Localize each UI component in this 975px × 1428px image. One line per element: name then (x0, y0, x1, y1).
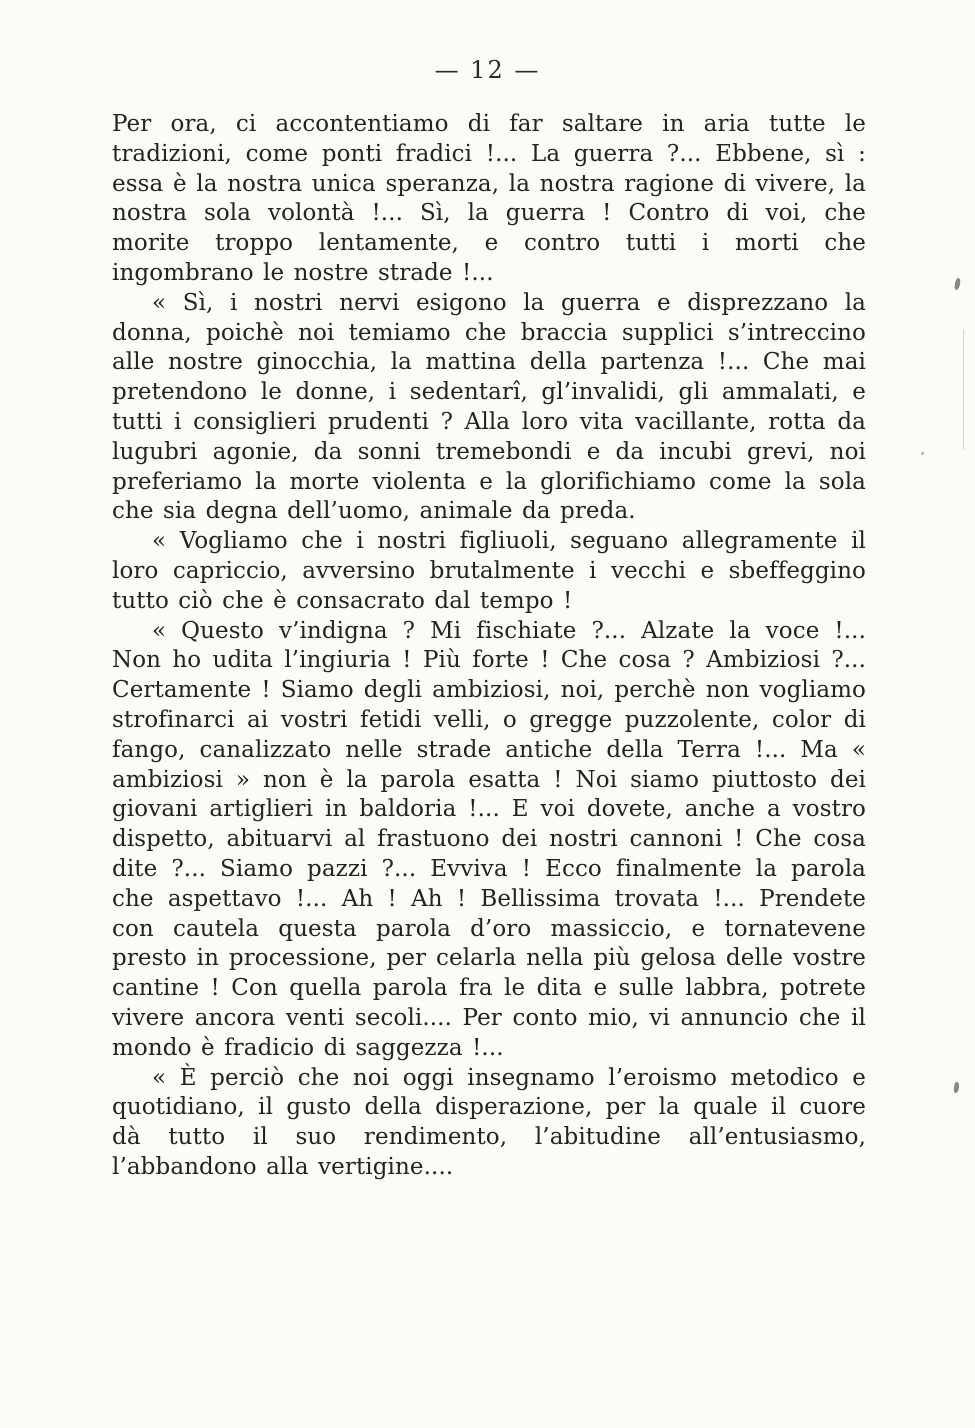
paragraph-4: « Questo v’indigna ? Mi fischiate ?... Alzate la voce !... Non ho udita l’ingiuria ! Più forte ! Che cosa ? Ambiziosi ?... Certamente ! Siamo degli ambiziosi, noi, perchè non vogliamo strofinarci ai vostri fetidi velli, o gregge puzzolente, color di fango, canalizzato nelle strade antiche della Terra !... Ma « ambiziosi » non è la parola esatta ! Noi siamo piuttosto dei giovani artiglieri in baldoria !... E voi dovete, anche a vostro dispetto, abituarvi al frastuono dei nostri cannoni ! Che cosa dite ?... Siamo pazzi ?... Evviva ! Ecco finalmente la parola che aspettavo !... Ah ! Ah ! Bellissima trovata !... Prendete con cautela questa parola d’oro massiccio, e tornatevene presto in processione, per celarla nella più gelosa delle vostre cantine ! Con quella parola fra le dita e sulle labbra, potrete vivere ancora venti secoli.... Per conto mio, vi annuncio che il mondo è fradicio di saggezza !... (112, 617, 866, 1061)
paragraph-1: Per ora, ci accontentiamo di far saltare in aria tutte le tradizioni, come ponti fradici !... La guerra ?... Ebbene, sì : essa è la nostra unica speranza, la nostra ragione di vivere, la nostra sola volontà !... Sì, la guerra ! Contro di voi, che morite troppo lentamente, e contro tutti i morti che ingombrano le nostre strade !... (112, 111, 866, 286)
text-block (112, 110, 866, 1183)
paragraph-5: « È perciò che noi oggi insegnamo l’eroismo metodico e quotidiano, il gusto della disperazione, per la quale il cuore dà tutto il suo rendimento, l’abitudine all’entusiasmo, l’abbandono alla vertigine.... (112, 1064, 866, 1180)
scan-artifact (921, 452, 924, 455)
scan-artifact (954, 278, 962, 291)
scan-artifact (963, 330, 964, 450)
paragraph-3: « Vogliamo che i nostri figliuoli, seguano allegramente il loro capriccio, avversino brutalmente i vecchi e sbeffeggino tutto ciò che è consacrato dal tempo ! (112, 528, 866, 614)
scan-artifact (953, 1082, 960, 1094)
page-number: — 12 — (434, 56, 541, 84)
paragraph-2: « Sì, i nostri nervi esigono la guerra e disprezzano la donna, poichè noi temiamo che braccia supplici s’intreccino alle nostre ginocchia, la mattina della partenza !... Che mai pretendono le donne, i sedentarî, gl’invalidi, gli ammalati, e tutti i consiglieri prudenti ? Alla loro vita vacillante, rotta da lugubri agonie, da sonni tremebondi e da incubi grevi, noi preferiamo la morte violenta e la glorifichiamo come la sola che sia degna dell’uomo, animale da preda. (112, 289, 866, 525)
